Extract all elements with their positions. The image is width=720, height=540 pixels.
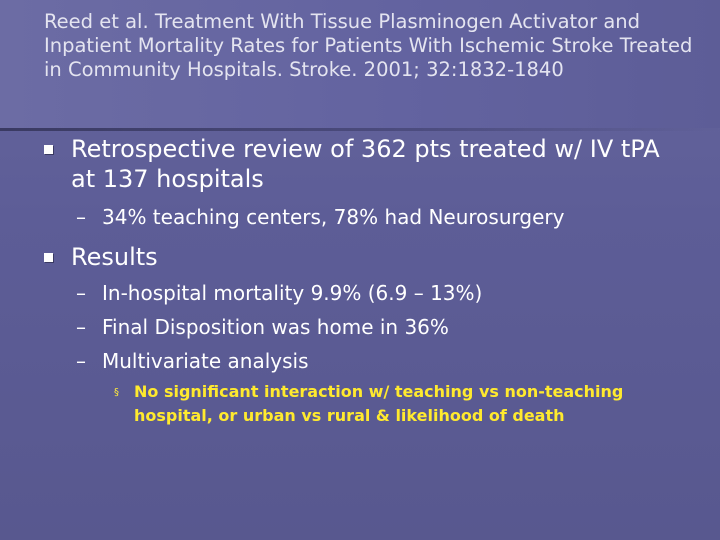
sub-sub-bullet-no-interaction: [114, 380, 654, 428]
section-sign-icon: §: [114, 387, 119, 398]
slide-title: Reed et al. Treatment With Tissue Plasminogen Activator and Inpatient Mortality Rates for Patients With Ischemic Stroke Treated in Community Hospitals. Stroke. 2001; 32:1832-1840: [44, 10, 693, 81]
square-bullet-icon: [44, 145, 53, 154]
bullet-text: Results: [71, 243, 158, 271]
sub-bullet-text: In-hospital mortality 9.9% (6.9 – 13%): [102, 281, 483, 305]
dash-marker: –: [76, 281, 86, 305]
sub-bullet-disposition: [76, 310, 449, 344]
sub-bullet-multivariate: [76, 344, 309, 378]
sub-bullet-text: Final Disposition was home in 36%: [102, 315, 449, 339]
dash-marker: –: [76, 349, 86, 373]
dash-marker: –: [76, 205, 86, 229]
dash-marker: –: [76, 315, 86, 339]
bullet-retrospective-review: [44, 134, 671, 194]
bullet-results: [44, 242, 671, 272]
sub-sub-bullet-text: No significant interaction w/ teaching vs non-teaching hospital, or urban vs rural & likelihood of death: [134, 382, 624, 425]
title-divider: [0, 128, 720, 131]
sub-bullet-teaching-centers: [76, 200, 564, 234]
sub-bullet-text: 34% teaching centers, 78% had Neurosurgery: [102, 205, 565, 229]
sub-bullet-text: Multivariate analysis: [102, 349, 309, 373]
sub-bullet-mortality: [76, 276, 482, 310]
square-bullet-icon: [44, 253, 53, 262]
bullet-text: Retrospective review of 362 pts treated w/ IV tPA at 137 hospitals: [71, 135, 660, 193]
